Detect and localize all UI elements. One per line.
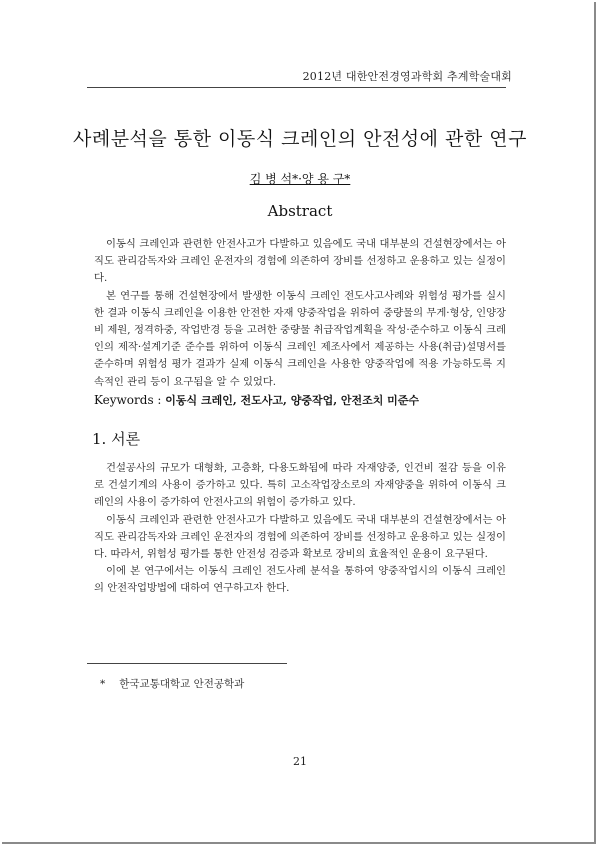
paper-authors [0,170,600,187]
keywords-value: 이동식 크레인, 전도사고, 양중작업, 안전조치 미준수 [165,393,420,407]
abstract-heading: Abstract [267,202,333,220]
abstract-body [94,236,506,409]
abstract-paragraph: 이동식 크레인과 관련한 안전사고가 다발하고 있음에도 국내 대부분의 건설현장에서는 아직도 관리감독자와 크레인 운전자의 경험에 의존하여 장비를 선정하고 운용하고 있는 실정이다. [94,238,506,285]
footnote-mark: * [100,678,106,690]
footnote [100,676,244,691]
running-header: 2012년 대한안전경영과학회 추계학술대회 [302,70,512,83]
page-number: 21 [293,755,307,768]
abstract-paragraph: 본 연구를 통해 건설현장에서 발생한 이동식 크레인 전도사고사례와 위험성 평가를 실시한 결과 이동식 크레인을 이용한 안전한 자재 양중작업을 위하여 중량물의 무게·형상, 인양장비 제원, 정격하중, 작업반경 등을 고려한 중량물 취급작업계획을 작성·준수하고 이동식 크레인의 제작·설계기준 준수를 위하여 이동식 크레인 제조사에서 제공하는 사용(취급)설명서를 준수하며 위험성 평가 결과가 실제 이동식 크레인을 사용한 양중작업에 적용 가능하도록 지속적인 관리 등이 요구됨을 알 수 있었다. [94,289,506,388]
section-heading: 1. 서론 [92,430,141,448]
keywords-label: Keywords : [94,392,166,407]
footnote-rule [87,663,287,664]
header-rule [87,87,506,88]
introduction-paragraph: 이에 본 연구에서는 이동식 크레인 전도사례 분석을 통하여 양중작업시의 이동식 크레인의 안전작업방법에 대하여 연구하고자 한다. [94,565,506,595]
introduction-paragraph: 건설공사의 규모가 대형화, 고층화, 다용도화됨에 따라 자재양중, 인건비 절감 등을 이유로 건설기계의 사용이 증가하고 있다. 특히 고소작업장소로의 자재양중을 위하여 이동식 크레인의 사용이 증가하여 안전사고의 위험이 증가하고 있다. [94,462,506,509]
keywords-line [94,392,506,409]
introduction-body [94,460,506,598]
author-names: 김 병 석*·양 용 구* [249,172,351,186]
introduction-paragraph: 이동식 크레인과 관련한 안전사고가 다발하고 있음에도 국내 대부분의 건설현장에서는 아직도 관리감독자와 크레인 운전자의 경험에 의존하여 장비를 선정하고 운용하고 있는 실정이다. 따라서, 위험성 평가를 통한 안전성 검증과 확보로 장비의 효율적인 운용이 요구된다. [94,513,506,561]
footnote-text: 한국교통대학교 안전공학과 [119,678,245,690]
paper-title: 사례분석을 통한 이동식 크레인의 안전성에 관한 연구 [72,128,528,150]
